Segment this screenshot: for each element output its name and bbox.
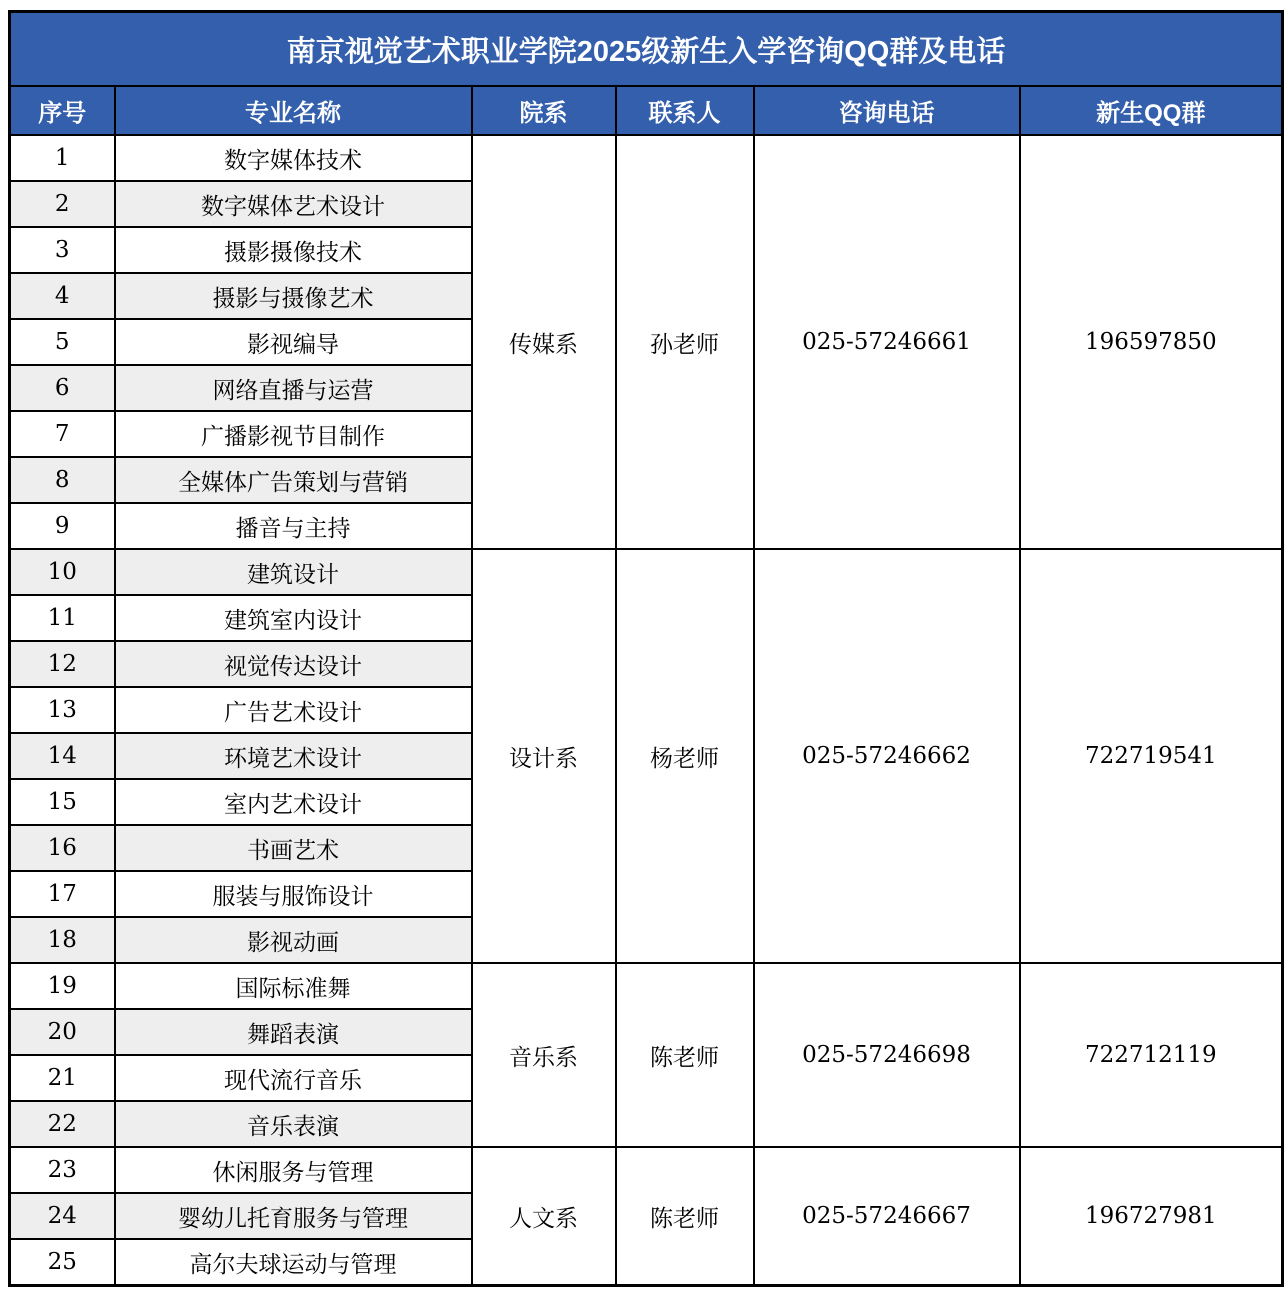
major-name-cell: 影视动画 [115, 917, 472, 963]
major-name-cell: 摄影与摄像艺术 [115, 273, 472, 319]
qq-group-cell: 722719541 [1020, 549, 1283, 963]
contact-cell: 杨老师 [616, 549, 754, 963]
department-cell: 传媒系 [472, 135, 616, 549]
table-row [10, 963, 1283, 1009]
qq-group-cell: 722712119 [1020, 963, 1283, 1147]
department-cell: 人文系 [472, 1147, 616, 1286]
major-name-cell: 数字媒体艺术设计 [115, 181, 472, 227]
table-body [10, 135, 1283, 1286]
contact-cell: 陈老师 [616, 963, 754, 1147]
major-name-cell: 视觉传达设计 [115, 641, 472, 687]
row-number-cell: 4 [10, 273, 115, 319]
major-name-cell: 婴幼儿托育服务与管理 [115, 1193, 472, 1239]
row-number-cell: 8 [10, 457, 115, 503]
phone-cell: 025-57246662 [754, 549, 1020, 963]
row-number-cell: 6 [10, 365, 115, 411]
row-number-cell: 9 [10, 503, 115, 549]
qq-group-cell: 196727981 [1020, 1147, 1283, 1286]
phone-cell: 025-57246698 [754, 963, 1020, 1147]
row-number-cell: 13 [10, 687, 115, 733]
column-header-major-name: 专业名称 [115, 86, 472, 135]
row-number-cell: 14 [10, 733, 115, 779]
column-header-department: 院系 [472, 86, 616, 135]
row-number-cell: 18 [10, 917, 115, 963]
row-number-cell: 12 [10, 641, 115, 687]
row-number-cell: 19 [10, 963, 115, 1009]
row-number-cell: 1 [10, 135, 115, 181]
department-cell: 设计系 [472, 549, 616, 963]
major-name-cell: 影视编导 [115, 319, 472, 365]
row-number-cell: 7 [10, 411, 115, 457]
row-number-cell: 17 [10, 871, 115, 917]
contact-cell: 孙老师 [616, 135, 754, 549]
major-name-cell: 音乐表演 [115, 1101, 472, 1147]
major-name-cell: 广告艺术设计 [115, 687, 472, 733]
major-name-cell: 广播影视节目制作 [115, 411, 472, 457]
major-name-cell: 全媒体广告策划与营销 [115, 457, 472, 503]
table-row [10, 1147, 1283, 1193]
major-name-cell: 摄影摄像技术 [115, 227, 472, 273]
major-name-cell: 网络直播与运营 [115, 365, 472, 411]
phone-cell: 025-57246661 [754, 135, 1020, 549]
major-name-cell: 环境艺术设计 [115, 733, 472, 779]
enrollment-contact-table [8, 10, 1284, 1287]
column-header-row [10, 86, 1283, 135]
column-header-qq-group: 新生QQ群 [1020, 86, 1283, 135]
table-row [10, 135, 1283, 181]
row-number-cell: 11 [10, 595, 115, 641]
major-name-cell: 数字媒体技术 [115, 135, 472, 181]
qq-group-cell: 196597850 [1020, 135, 1283, 549]
row-number-cell: 2 [10, 181, 115, 227]
major-name-cell: 休闲服务与管理 [115, 1147, 472, 1193]
column-header-contact: 联系人 [616, 86, 754, 135]
major-name-cell: 现代流行音乐 [115, 1055, 472, 1101]
row-number-cell: 5 [10, 319, 115, 365]
row-number-cell: 22 [10, 1101, 115, 1147]
department-cell: 音乐系 [472, 963, 616, 1147]
major-name-cell: 书画艺术 [115, 825, 472, 871]
major-name-cell: 建筑设计 [115, 549, 472, 595]
major-name-cell: 建筑室内设计 [115, 595, 472, 641]
row-number-cell: 16 [10, 825, 115, 871]
column-header-phone: 咨询电话 [754, 86, 1020, 135]
major-name-cell: 室内艺术设计 [115, 779, 472, 825]
row-number-cell: 10 [10, 549, 115, 595]
row-number-cell: 20 [10, 1009, 115, 1055]
column-header-no: 序号 [10, 86, 115, 135]
page-title: 南京视觉艺术职业学院2025级新生入学咨询QQ群及电话 [10, 12, 1283, 87]
row-number-cell: 15 [10, 779, 115, 825]
row-number-cell: 24 [10, 1193, 115, 1239]
table-row [10, 549, 1283, 595]
major-name-cell: 舞蹈表演 [115, 1009, 472, 1055]
title-row [10, 12, 1283, 87]
major-name-cell: 播音与主持 [115, 503, 472, 549]
row-number-cell: 25 [10, 1239, 115, 1286]
phone-cell: 025-57246667 [754, 1147, 1020, 1286]
row-number-cell: 3 [10, 227, 115, 273]
row-number-cell: 23 [10, 1147, 115, 1193]
major-name-cell: 高尔夫球运动与管理 [115, 1239, 472, 1286]
major-name-cell: 服装与服饰设计 [115, 871, 472, 917]
row-number-cell: 21 [10, 1055, 115, 1101]
contact-cell: 陈老师 [616, 1147, 754, 1286]
major-name-cell: 国际标准舞 [115, 963, 472, 1009]
